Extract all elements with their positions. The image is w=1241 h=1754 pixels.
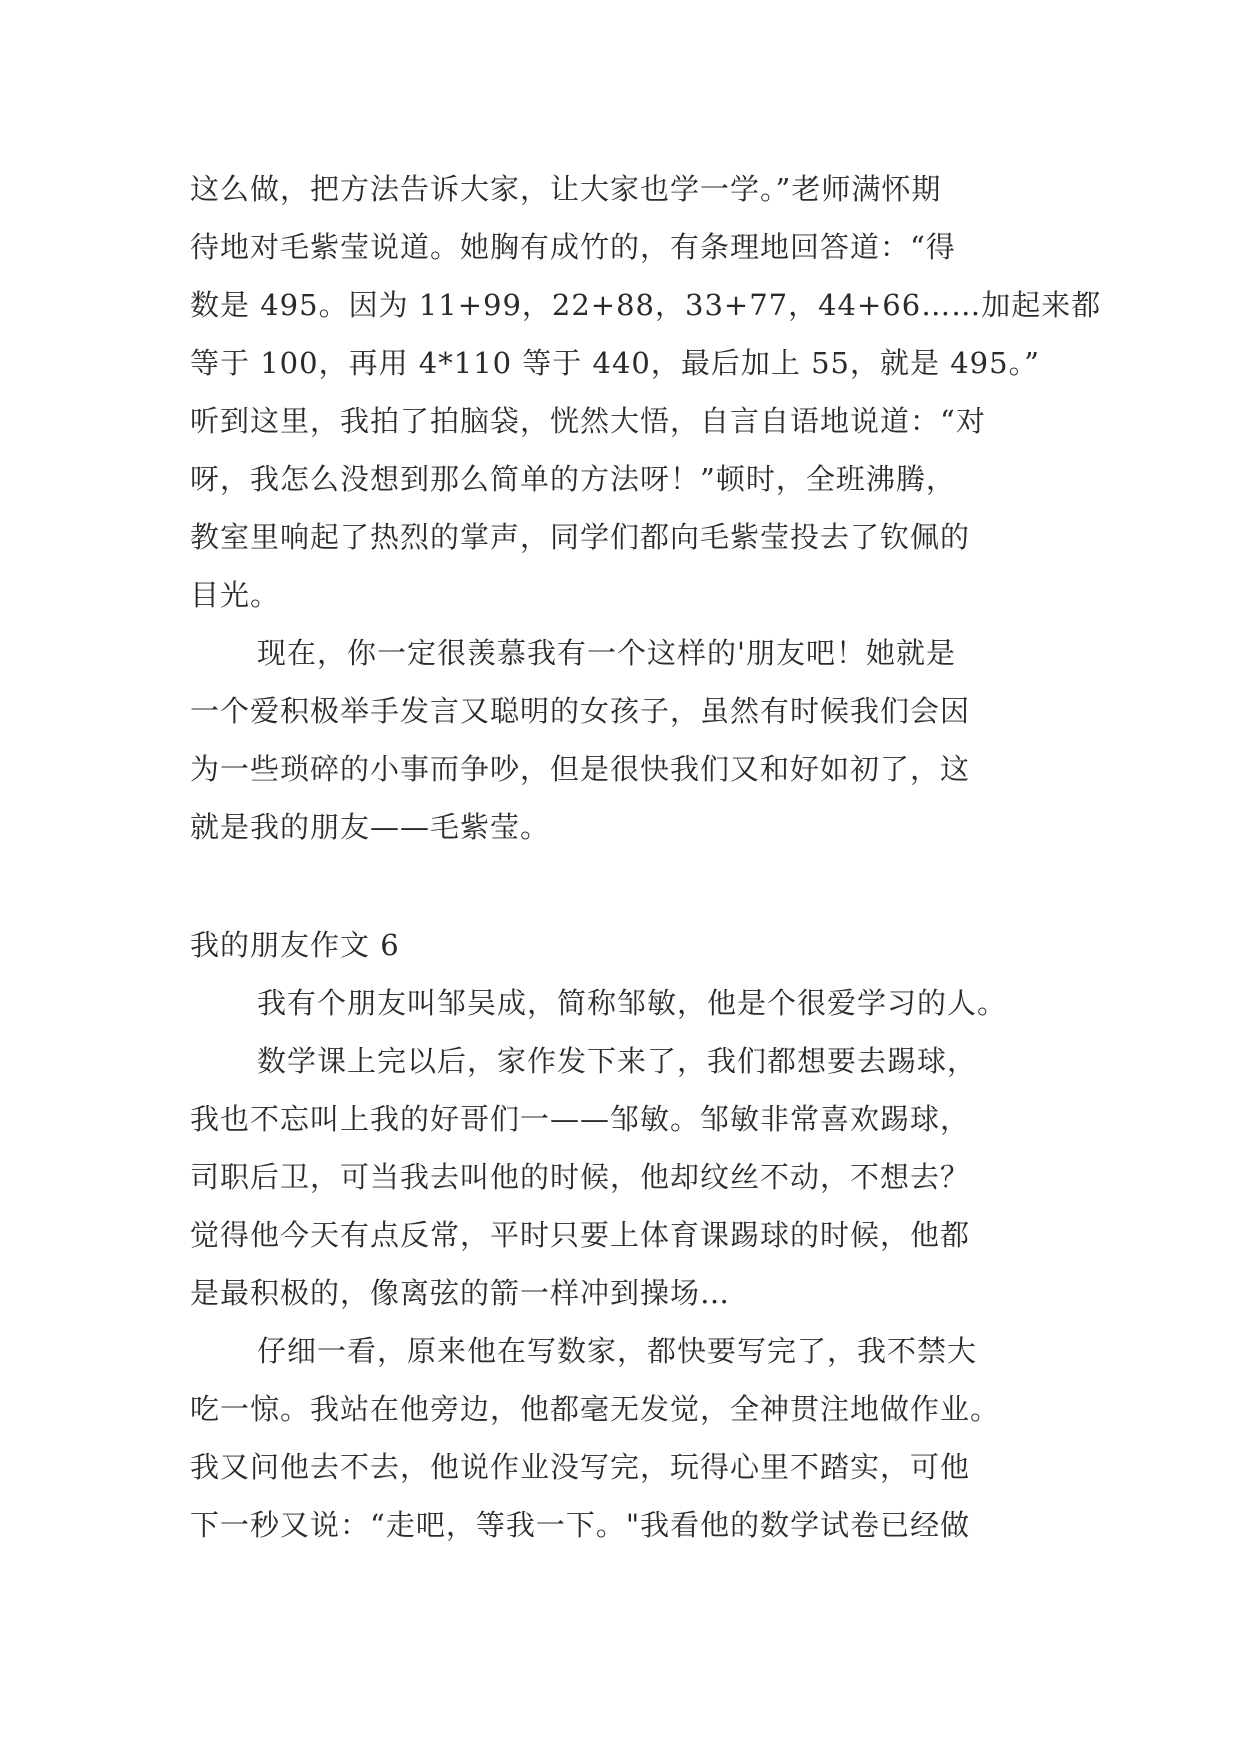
text-line: 我也不忘叫上我的好哥们一——邹敏。邹敏非常喜欢踢球， (190, 1102, 971, 1136)
text-line: 吃一惊。我站在他旁边，他都毫无发觉，全神贯注地做作业。 (190, 1392, 1001, 1426)
text-line: 下一秒又说：“走吧，等我一下。"我看他的数学试卷已经做 (190, 1508, 971, 1542)
text-line: 等于 100，再用 4*110 等于 440，最后加上 55，就是 495。” (190, 346, 1040, 380)
paragraph-football (190, 1032, 1050, 1322)
text-line: 数学课上完以后，家作发下来了，我们都想要去踢球， (257, 1044, 978, 1078)
text-line: 现在，你一定很羡慕我有一个这样的'朋友吧！她就是 (257, 636, 956, 670)
text-line: 为一些琐碎的小事而争吵，但是很快我们又和好如初了，这 (190, 752, 971, 786)
paragraph-intro (190, 974, 1050, 1032)
text-line: 待地对毛紫莹说道。她胸有成竹的，有条理地回答道：“得 (190, 230, 956, 264)
text-line: 是最积极的，像离弦的箭一样冲到操场… (190, 1276, 731, 1310)
text-line: 我又问他去不去，他说作业没写完，玩得心里不踏实，可他 (190, 1450, 971, 1484)
text-line: 数是 495。因为 11+99，22+88，33+77，44+66……加起来都 (190, 288, 1102, 322)
text-line: 一个爱积极举手发言又聪明的女孩子，虽然有时候我们会因 (190, 694, 971, 728)
text-line: 我有个朋友叫邹吴成，简称邹敏，他是个很爱学习的人。 (257, 986, 1008, 1020)
document-page (190, 160, 1102, 1554)
paragraph-continuation (190, 160, 1102, 624)
text-line: 目光。 (190, 578, 281, 612)
text-line: 教室里响起了热烈的掌声，同学们都向毛紫莹投去了钦佩的 (190, 520, 971, 554)
text-line: 这么做，把方法告诉大家，让大家也学一学。”老师满怀期 (190, 172, 942, 206)
text-line: 就是我的朋友——毛紫莹。 (190, 810, 551, 844)
text-line: 听到这里，我拍了拍脑袋，恍然大悟，自言自语地说道：“对 (190, 404, 986, 438)
text-line: 司职后卫，可当我去叫他的时候，他却纹丝不动，不想去？ (190, 1160, 971, 1194)
text-line: 仔细一看，原来他在写数家，都快要写完了，我不禁大 (257, 1334, 978, 1368)
paragraph-homework (190, 1322, 1050, 1554)
text-line: 觉得他今天有点反常，平时只要上体育课踢球的时候，他都 (190, 1218, 971, 1252)
text-line: 呀，我怎么没想到那么简单的方法呀！”顿时，全班沸腾， (190, 462, 956, 496)
section-spacer (190, 856, 1050, 916)
section-heading: 我的朋友作文 6 (190, 928, 400, 962)
paragraph-conclusion (190, 624, 1050, 856)
